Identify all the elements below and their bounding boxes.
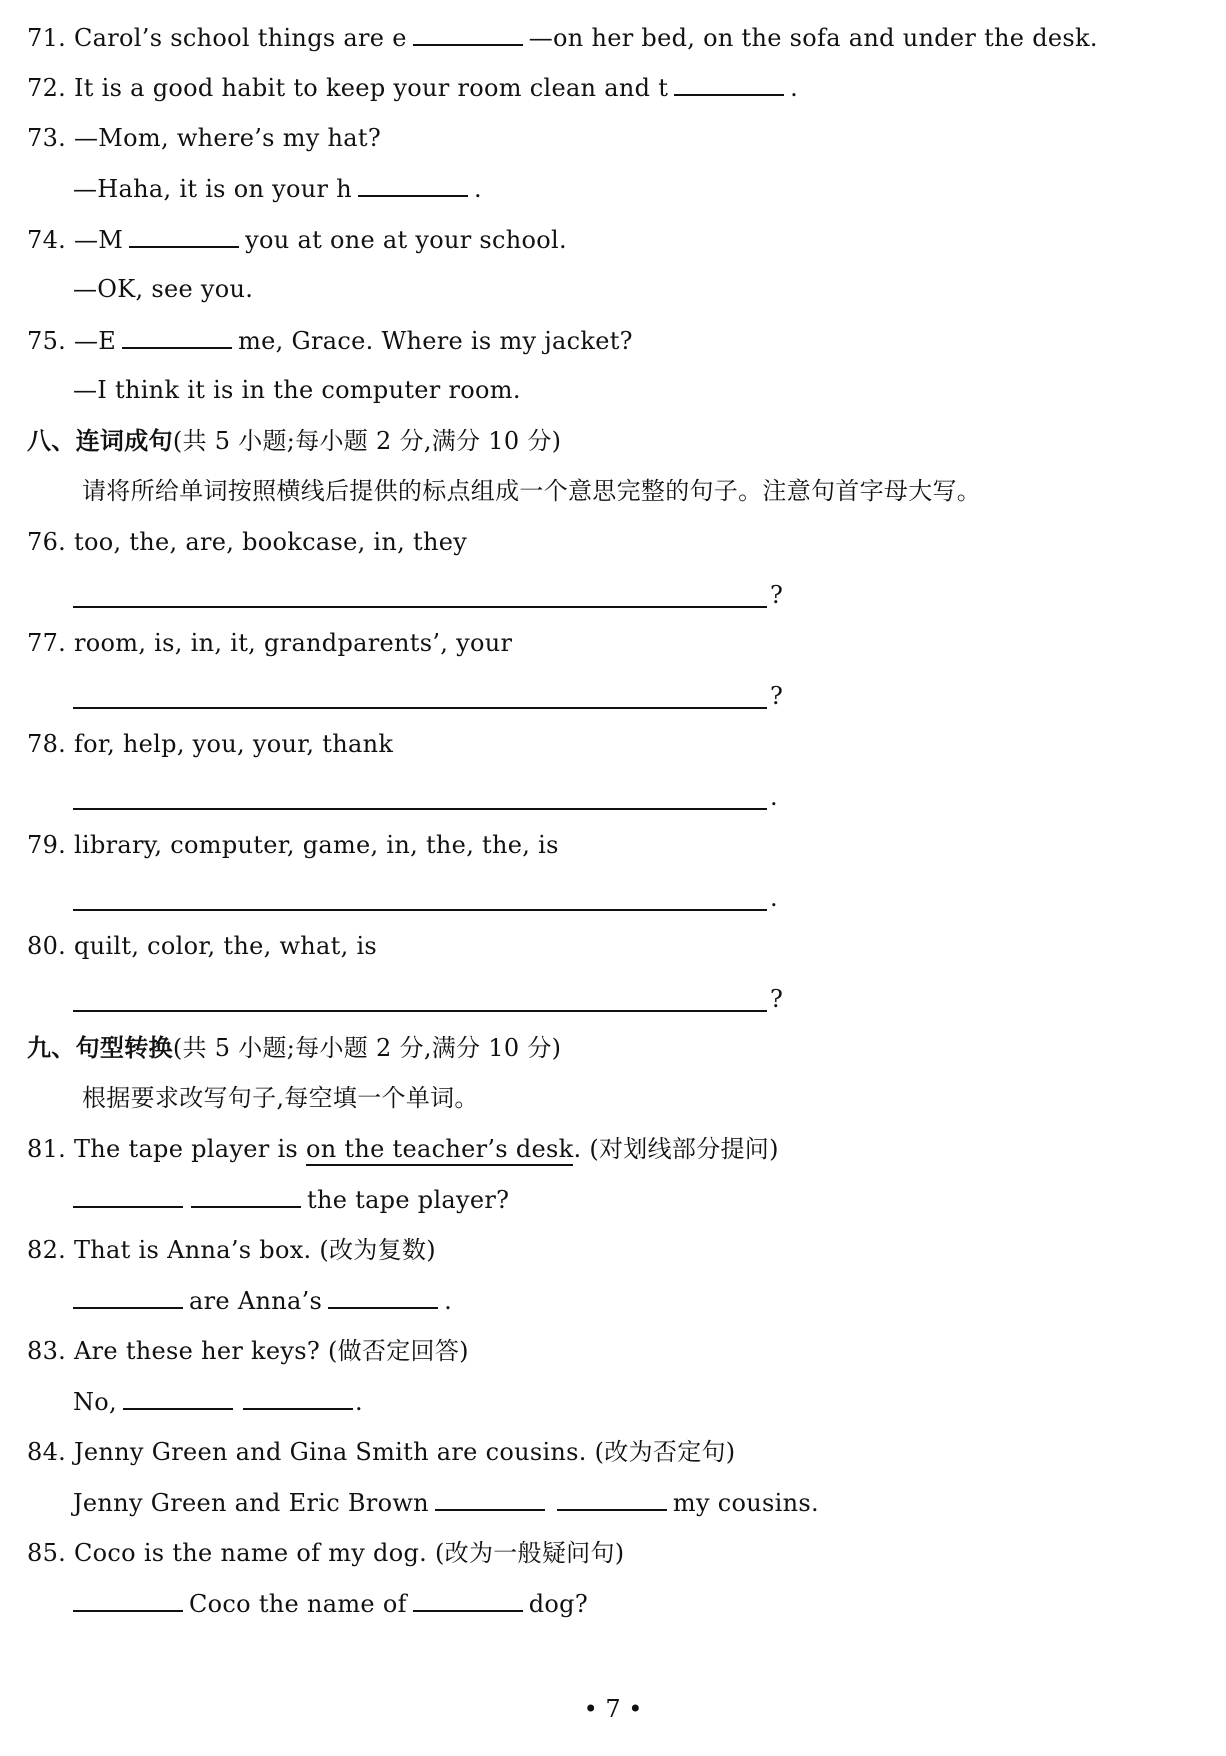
q75-blank[interactable] bbox=[122, 325, 232, 349]
q76-answer-line[interactable] bbox=[73, 606, 767, 608]
q85-blank-1[interactable] bbox=[73, 1588, 183, 1612]
q76-punctuation: ? bbox=[770, 581, 783, 609]
q83-answer-start: No, bbox=[73, 1388, 117, 1416]
question-73-line2 bbox=[73, 173, 482, 204]
q81-answer bbox=[73, 1184, 509, 1215]
question-82: 82. That is Anna’s box. (改为复数) bbox=[27, 1236, 436, 1264]
q72-text-before: 72. It is a good habit to keep your room clean and t bbox=[27, 74, 669, 102]
question-76-words: 76. too, the, are, bookcase, in, they bbox=[27, 528, 468, 556]
q82-answer bbox=[73, 1285, 452, 1316]
q81-underlined-phrase: on the teacher’s desk bbox=[306, 1135, 574, 1166]
q74-blank[interactable] bbox=[129, 224, 239, 248]
question-85: 85. Coco is the name of my dog. (改为一般疑问句) bbox=[27, 1539, 625, 1567]
q84-blank-1[interactable] bbox=[435, 1487, 545, 1511]
question-74-line2: —OK, see you. bbox=[73, 275, 254, 303]
q81-answer-text: the tape player? bbox=[307, 1186, 510, 1214]
question-73-line1: 73. —Mom, where’s my hat? bbox=[27, 124, 382, 152]
question-77-words: 77. room, is, in, it, grandparents’, your bbox=[27, 629, 513, 657]
question-81 bbox=[27, 1134, 779, 1164]
q79-punctuation: . bbox=[770, 884, 778, 912]
q85-answer bbox=[73, 1588, 588, 1619]
section-9-heading bbox=[27, 1033, 561, 1063]
q77-punctuation: ? bbox=[770, 682, 783, 710]
q78-answer-line[interactable] bbox=[73, 808, 767, 810]
question-78-words: 78. for, help, you, your, thank bbox=[27, 730, 394, 758]
q85-answer-end: dog? bbox=[528, 1590, 589, 1618]
section-9-title: 九、句型转换 bbox=[27, 1033, 173, 1062]
q84-answer-start: Jenny Green and Eric Brown bbox=[73, 1489, 429, 1517]
q84-answer bbox=[73, 1487, 819, 1518]
q81-blank-2[interactable] bbox=[191, 1184, 301, 1208]
q84-answer-end: my cousins. bbox=[672, 1489, 819, 1517]
q73-blank[interactable] bbox=[358, 173, 468, 197]
section-8-title: 八、连词成句 bbox=[27, 426, 173, 455]
question-80-words: 80. quilt, color, the, what, is bbox=[27, 932, 378, 960]
q78-punctuation: . bbox=[770, 783, 778, 811]
section-8-scoring: (共 5 小题;每小题 2 分,满分 10 分) bbox=[172, 427, 562, 455]
q80-answer-line[interactable] bbox=[73, 1010, 767, 1012]
q71-blank[interactable] bbox=[413, 22, 523, 46]
q71-text-before: 71. Carol’s school things are e bbox=[27, 24, 407, 52]
q85-blank-2[interactable] bbox=[413, 1588, 523, 1612]
section-8-instruction: 请将所给单词按照横线后提供的标点组成一个意思完整的句子。注意句首字母大写。 bbox=[82, 477, 982, 505]
q83-answer bbox=[73, 1386, 363, 1417]
page-number: • 7 • bbox=[583, 1695, 643, 1723]
q73-text-after: . bbox=[474, 175, 482, 203]
q75-text-before: 75. —E bbox=[27, 327, 117, 355]
question-75-line1 bbox=[27, 325, 633, 356]
q83-answer-end: . bbox=[354, 1388, 363, 1416]
q74-text-before: 74. —M bbox=[27, 226, 124, 254]
q82-answer-end: . bbox=[444, 1287, 453, 1315]
q81-instruction: . (对划线部分提问) bbox=[573, 1135, 779, 1163]
q82-answer-mid: are Anna’s bbox=[189, 1287, 323, 1315]
section-8-heading bbox=[27, 426, 561, 456]
q74-text-after: you at one at your school. bbox=[245, 226, 567, 254]
question-79-words: 79. library, computer, game, in, the, the, is bbox=[27, 831, 559, 859]
q84-blank-2[interactable] bbox=[557, 1487, 667, 1511]
q83-blank-1[interactable] bbox=[123, 1386, 233, 1410]
q81-text-before: 81. The tape player is bbox=[27, 1135, 306, 1163]
q72-text-after: . bbox=[790, 74, 799, 102]
question-74-line1 bbox=[27, 224, 567, 255]
question-83: 83. Are these her keys? (做否定回答) bbox=[27, 1337, 469, 1365]
q72-blank[interactable] bbox=[674, 72, 784, 96]
question-71 bbox=[27, 22, 1098, 53]
question-72 bbox=[27, 72, 798, 103]
q82-blank-1[interactable] bbox=[73, 1285, 183, 1309]
question-75-line2: —I think it is in the computer room. bbox=[73, 376, 521, 404]
q83-blank-2[interactable] bbox=[243, 1386, 353, 1410]
q82-blank-2[interactable] bbox=[328, 1285, 438, 1309]
question-84: 84. Jenny Green and Gina Smith are cousins. (改为否定句) bbox=[27, 1438, 736, 1466]
q79-answer-line[interactable] bbox=[73, 909, 767, 911]
q73-text-before: —Haha, it is on your h bbox=[73, 175, 352, 203]
section-9-scoring: (共 5 小题;每小题 2 分,满分 10 分) bbox=[172, 1034, 562, 1062]
q75-text-after: me, Grace. Where is my jacket? bbox=[238, 327, 633, 355]
q81-blank-1[interactable] bbox=[73, 1184, 183, 1208]
q77-answer-line[interactable] bbox=[73, 707, 767, 709]
q85-answer-mid: Coco the name of bbox=[189, 1590, 407, 1618]
section-9-instruction: 根据要求改写句子,每空填一个单词。 bbox=[82, 1084, 479, 1112]
q80-punctuation: ? bbox=[770, 985, 783, 1013]
q71-text-after: —on her bed, on the sofa and under the desk. bbox=[528, 24, 1098, 52]
